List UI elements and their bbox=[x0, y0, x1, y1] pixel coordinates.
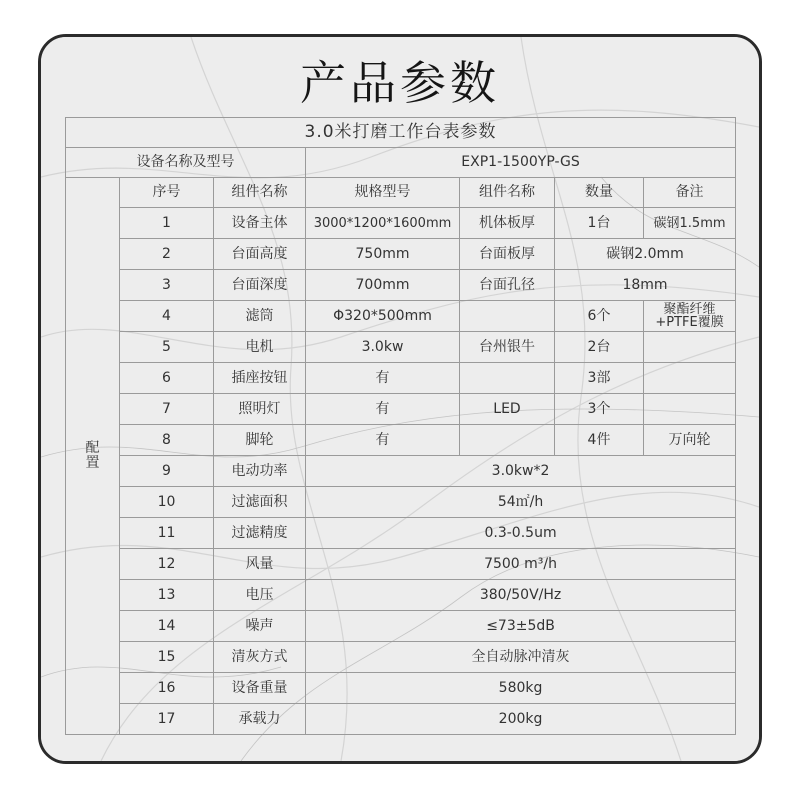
param-name: 过滤精度 bbox=[214, 518, 306, 549]
row-qty: 3个 bbox=[555, 394, 644, 425]
side-label bbox=[66, 178, 120, 735]
row-no: 4 bbox=[120, 301, 214, 332]
header-no: 序号 bbox=[120, 178, 214, 208]
row-name: 照明灯 bbox=[214, 394, 306, 425]
param-no: 14 bbox=[120, 611, 214, 642]
param-value: 0.3-0.5um bbox=[306, 518, 736, 549]
product-card bbox=[38, 34, 762, 764]
row-spec: 750mm bbox=[306, 239, 460, 270]
param-no: 12 bbox=[120, 549, 214, 580]
row-name: 设备主体 bbox=[214, 208, 306, 239]
row-part bbox=[460, 363, 555, 394]
row-no: 6 bbox=[120, 363, 214, 394]
param-no: 9 bbox=[120, 456, 214, 487]
row-spec: 有 bbox=[306, 363, 460, 394]
param-value: 380/50V/Hz bbox=[306, 580, 736, 611]
row-part: 机体板厚 bbox=[460, 208, 555, 239]
param-name: 承载力 bbox=[214, 704, 306, 735]
param-value: 580kg bbox=[306, 673, 736, 704]
param-no: 16 bbox=[120, 673, 214, 704]
header-name: 组件名称 bbox=[214, 178, 306, 208]
row-spec: 3000*1200*1600mm bbox=[306, 208, 460, 239]
model-label: 设备名称及型号 bbox=[66, 148, 306, 178]
row-part: LED bbox=[460, 394, 555, 425]
param-no: 17 bbox=[120, 704, 214, 735]
row-name: 插座按钮 bbox=[214, 363, 306, 394]
component-row bbox=[66, 208, 736, 239]
row-note bbox=[644, 394, 736, 425]
param-value: 54㎡/h bbox=[306, 487, 736, 518]
param-value: 200kg bbox=[306, 704, 736, 735]
param-row bbox=[66, 673, 736, 704]
row-qty: 6个 bbox=[555, 301, 644, 332]
row-qty: 4件 bbox=[555, 425, 644, 456]
param-value: 7500 m³/h bbox=[306, 549, 736, 580]
param-name: 噪声 bbox=[214, 611, 306, 642]
component-row bbox=[66, 332, 736, 363]
component-row bbox=[66, 270, 736, 301]
row-qty: 2台 bbox=[555, 332, 644, 363]
param-no: 11 bbox=[120, 518, 214, 549]
row-part bbox=[460, 301, 555, 332]
param-row bbox=[66, 518, 736, 549]
param-row bbox=[66, 456, 736, 487]
component-row bbox=[66, 239, 736, 270]
model-value: EXP1-1500YP-GS bbox=[306, 148, 736, 178]
row-merged: 碳钢2.0mm bbox=[555, 239, 736, 270]
param-row bbox=[66, 580, 736, 611]
row-spec: 3.0kw bbox=[306, 332, 460, 363]
param-name: 设备重量 bbox=[214, 673, 306, 704]
row-part: 台面板厚 bbox=[460, 239, 555, 270]
page-title: 产品参数 bbox=[300, 56, 500, 110]
row-no: 2 bbox=[120, 239, 214, 270]
row-part: 台州银牛 bbox=[460, 332, 555, 363]
param-row bbox=[66, 704, 736, 735]
row-name: 台面深度 bbox=[214, 270, 306, 301]
param-name: 风量 bbox=[214, 549, 306, 580]
row-spec: 700mm bbox=[306, 270, 460, 301]
row-spec: 有 bbox=[306, 394, 460, 425]
component-row bbox=[66, 425, 736, 456]
component-row bbox=[66, 363, 736, 394]
row-name: 电机 bbox=[214, 332, 306, 363]
row-note bbox=[644, 363, 736, 394]
row-spec: Φ320*500mm bbox=[306, 301, 460, 332]
header-spec: 规格型号 bbox=[306, 178, 460, 208]
row-qty: 3部 bbox=[555, 363, 644, 394]
table-title-row bbox=[66, 118, 736, 148]
param-name: 过滤面积 bbox=[214, 487, 306, 518]
row-note bbox=[644, 332, 736, 363]
row-name: 台面高度 bbox=[214, 239, 306, 270]
row-no: 7 bbox=[120, 394, 214, 425]
row-part: 台面孔径 bbox=[460, 270, 555, 301]
param-row bbox=[66, 642, 736, 673]
component-row bbox=[66, 394, 736, 425]
param-row bbox=[66, 549, 736, 580]
header-qty: 数量 bbox=[555, 178, 644, 208]
param-name: 电动功率 bbox=[214, 456, 306, 487]
row-name: 滤筒 bbox=[214, 301, 306, 332]
param-row bbox=[66, 611, 736, 642]
param-no: 10 bbox=[120, 487, 214, 518]
row-note: 聚酯纤维+PTFE覆膜 bbox=[644, 301, 736, 332]
table-title: 3.0米打磨工作台表参数 bbox=[66, 118, 736, 148]
row-note: 万向轮 bbox=[644, 425, 736, 456]
spec-table bbox=[65, 117, 736, 735]
row-part bbox=[460, 425, 555, 456]
param-value: 全自动脉冲清灰 bbox=[306, 642, 736, 673]
row-no: 3 bbox=[120, 270, 214, 301]
model-row bbox=[66, 148, 736, 178]
row-no: 1 bbox=[120, 208, 214, 239]
param-value: 3.0kw*2 bbox=[306, 456, 736, 487]
param-name: 电压 bbox=[214, 580, 306, 611]
row-name: 脚轮 bbox=[214, 425, 306, 456]
header-note: 备注 bbox=[644, 178, 736, 208]
param-no: 13 bbox=[120, 580, 214, 611]
component-row bbox=[66, 301, 736, 332]
header-part: 组件名称 bbox=[460, 178, 555, 208]
side-label-text: 配置 bbox=[85, 440, 100, 471]
row-no: 8 bbox=[120, 425, 214, 456]
row-qty: 1台 bbox=[555, 208, 644, 239]
param-no: 15 bbox=[120, 642, 214, 673]
param-name: 清灰方式 bbox=[214, 642, 306, 673]
param-row bbox=[66, 487, 736, 518]
row-no: 5 bbox=[120, 332, 214, 363]
row-note: 碳钢1.5mm bbox=[644, 208, 736, 239]
row-spec: 有 bbox=[306, 425, 460, 456]
param-value: ≤73±5dB bbox=[306, 611, 736, 642]
row-merged: 18mm bbox=[555, 270, 736, 301]
header-row bbox=[66, 178, 736, 208]
